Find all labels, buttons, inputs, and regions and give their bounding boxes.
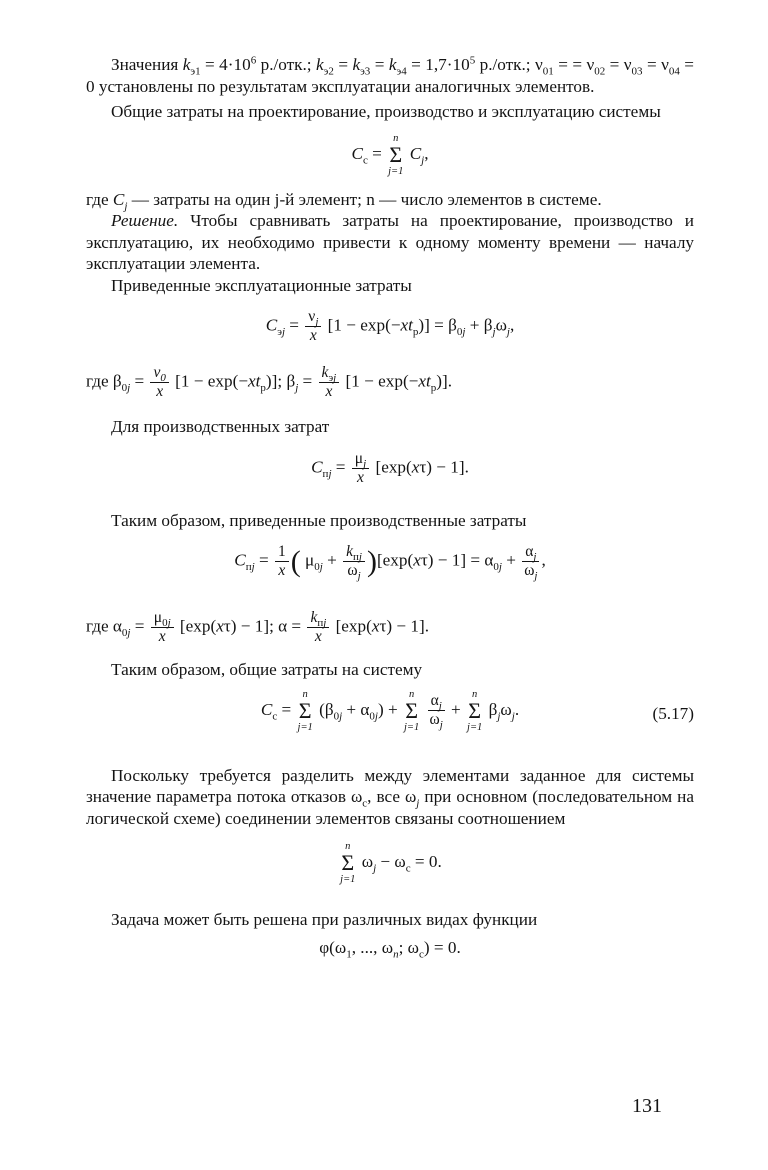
paragraph-production-costs: Для производственных затрат [111, 417, 330, 436]
equation-total-cost: $C_с$ = n Σ j=1 $C_j$, [351, 132, 429, 177]
paragraph-total-costs: Общие затраты на проектирование, производство и эксплуатацию системы [111, 102, 661, 121]
equation-beta-definitions: где $\beta_{0j}$ = $\frac{\nu_0}{x}$ $[1 - \exp(-xt_р)]$; $\beta_j$ = $\frac{k_{эj}}{x}$ $[1 - \exp(-xt_р)]$. [86, 364, 453, 400]
equation-constraint: n Σ j=1 $\omega_j - \omega_с = 0$. [340, 841, 442, 885]
solution-label: Решение. [111, 211, 179, 230]
page-content [86, 46, 694, 967]
paragraph-reduced-production: Таким образом, приведенные производственные затраты [111, 510, 527, 530]
paragraph-task: Задача может быть решена при различных видах функции [111, 910, 538, 929]
paragraph-failure-flow: Поскольку требуется разделить между элементами заданное для системы значение параметра потока отказов $\omega_с$, все $\omega_j$ при основном (последовательном на логической схеме) соединении элементов связаны соотношением [86, 765, 695, 828]
equation-reduced-production: $C_{пj}$ = $\frac{1}{x}$ ( $\mu_{0j}$ + $\frac{k_{пj}}{\omega_j}$ )$[\exp(x\tau) - 1] = \alpha_{0j}$ + $\frac{\alpha_j}{\omega_j}$ , [234, 543, 546, 583]
paragraph-operating-costs: Приведенные эксплуатационные затраты [111, 275, 412, 295]
paragraph-values: Значения $k_{э1} = 4\cdot 10^6$ р./отк.; $k_{э2} = k_{э3} = k_{э4} = 1,7\cdot 10^5$ р./отк.; $\nu_{01}$ = = $\nu_{02} = \nu_{03} = \nu_{04} = 0$ установлены по результатам эксплуатации аналогичных элементов. [86, 54, 694, 96]
equation-number: (5.17) [652, 703, 694, 723]
paragraph-total-system: Таким образом, общие затраты на систему [111, 660, 423, 679]
equation-alpha-definitions: где $\alpha_{0j}$ = $\frac{\mu_{0j}}{x}$ [exp(xτ) − 1]; α = $\frac{k_{пj}}{x}$ [exp(xτ) − 1]. [86, 609, 430, 645]
equation-5-17: $C_с$ = n Σ j=1 $(\beta_{0j} + \alpha_{0j})$ + n Σ j=1 $\frac{\alpha_j}{\omega_j}$ + n Σ j=1 $\beta_j\omega_j$. (5.17) [260, 688, 694, 733]
equation-production-cost: $C_{пj}$ = $\frac{\mu_j}{x}$ [exp(xτ) − 1]. [311, 449, 469, 486]
equation-operating-cost: $C_{эj}$ = $\frac{\nu_j}{x}$ $[1 - \exp(-xt_р)] = \beta_{0j} + \beta_j\omega_j$, [265, 308, 515, 344]
equation-function: $\varphi(\omega_1$, ..., $\omega_n$; $\omega_с) = 0$. [319, 937, 461, 960]
paragraph-solution: Решение. Чтобы сравнивать затраты на проектирование, производство и эксплуатацию, их необходимо привести к одному моменту времени — началу эксплуатации элемента. [86, 211, 695, 273]
paragraph-where-cj: где $C_j$ — затраты на один j-й элемент; n — число элементов в системе. [86, 189, 602, 212]
page-number: 131 [632, 1095, 662, 1117]
